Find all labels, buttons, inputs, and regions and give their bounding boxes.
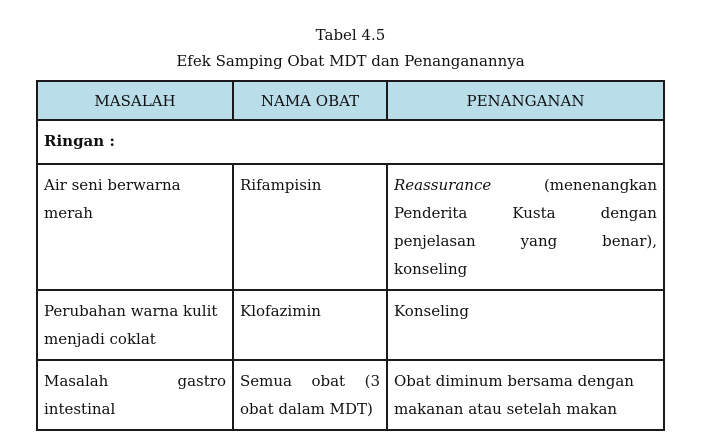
- cell-line: menjadi coklat: [44, 330, 156, 348]
- cell-line: Air seni berwarna: [44, 176, 181, 194]
- cell-line: [394, 171, 657, 199]
- cell-line: obat dalam MDT): [240, 400, 373, 418]
- italic-term: Reassurance: [394, 176, 492, 194]
- cell-line: [394, 227, 657, 255]
- table-row: [37, 360, 664, 430]
- cell-nama-obat: [233, 360, 387, 430]
- cell-line: Obat diminum bersama dengan: [394, 372, 634, 390]
- cell-line: makanan atau setelah makan: [394, 400, 618, 418]
- cell-line: Konseling: [394, 302, 469, 320]
- word: (menenangkan: [543, 176, 657, 194]
- cell-nama-obat: [233, 290, 387, 360]
- table-number: Tabel 4.5: [315, 26, 386, 44]
- cell-masalah: [37, 164, 233, 290]
- word: yang: [520, 232, 558, 250]
- cell-line: [240, 367, 380, 395]
- word: penjelasan: [394, 232, 476, 250]
- cell-penanganan: [387, 164, 664, 290]
- section-row-ringan: [37, 120, 664, 164]
- cell-line: Perubahan warna kulit: [44, 302, 218, 320]
- word: dengan: [600, 204, 657, 222]
- table-header-row: [37, 81, 664, 120]
- cell-masalah: [37, 360, 233, 430]
- cell-line: [44, 367, 226, 395]
- word: benar),: [602, 232, 657, 250]
- side-effects-table-container: [36, 80, 663, 431]
- section-label: Ringan :: [37, 120, 664, 164]
- word: (3: [364, 372, 380, 390]
- table-row: [37, 164, 664, 290]
- header-masalah: MASALAH: [37, 81, 233, 120]
- cell-line: Rifampisin: [240, 176, 322, 194]
- word: Penderita: [394, 204, 468, 222]
- side-effects-table: [36, 80, 665, 431]
- header-nama-obat: NAMA OBAT: [233, 81, 387, 120]
- word: Semua: [240, 372, 292, 390]
- cell-penanganan: [387, 360, 664, 430]
- word: obat: [311, 372, 346, 390]
- table-caption: [0, 22, 701, 74]
- word: Masalah: [44, 372, 109, 390]
- header-penanganan: PENANGANAN: [387, 81, 664, 120]
- cell-penanganan: [387, 290, 664, 360]
- cell-line: merah: [44, 204, 93, 222]
- word: Kusta: [512, 204, 556, 222]
- cell-line: konseling: [394, 260, 468, 278]
- word: gastro: [177, 372, 226, 390]
- cell-nama-obat: [233, 164, 387, 290]
- cell-line: [394, 199, 657, 227]
- table-title: Efek Samping Obat MDT dan Penanganannya: [176, 52, 525, 70]
- table-row: [37, 290, 664, 360]
- cell-line: Klofazimin: [240, 302, 321, 320]
- cell-masalah: [37, 290, 233, 360]
- cell-line: intestinal: [44, 400, 116, 418]
